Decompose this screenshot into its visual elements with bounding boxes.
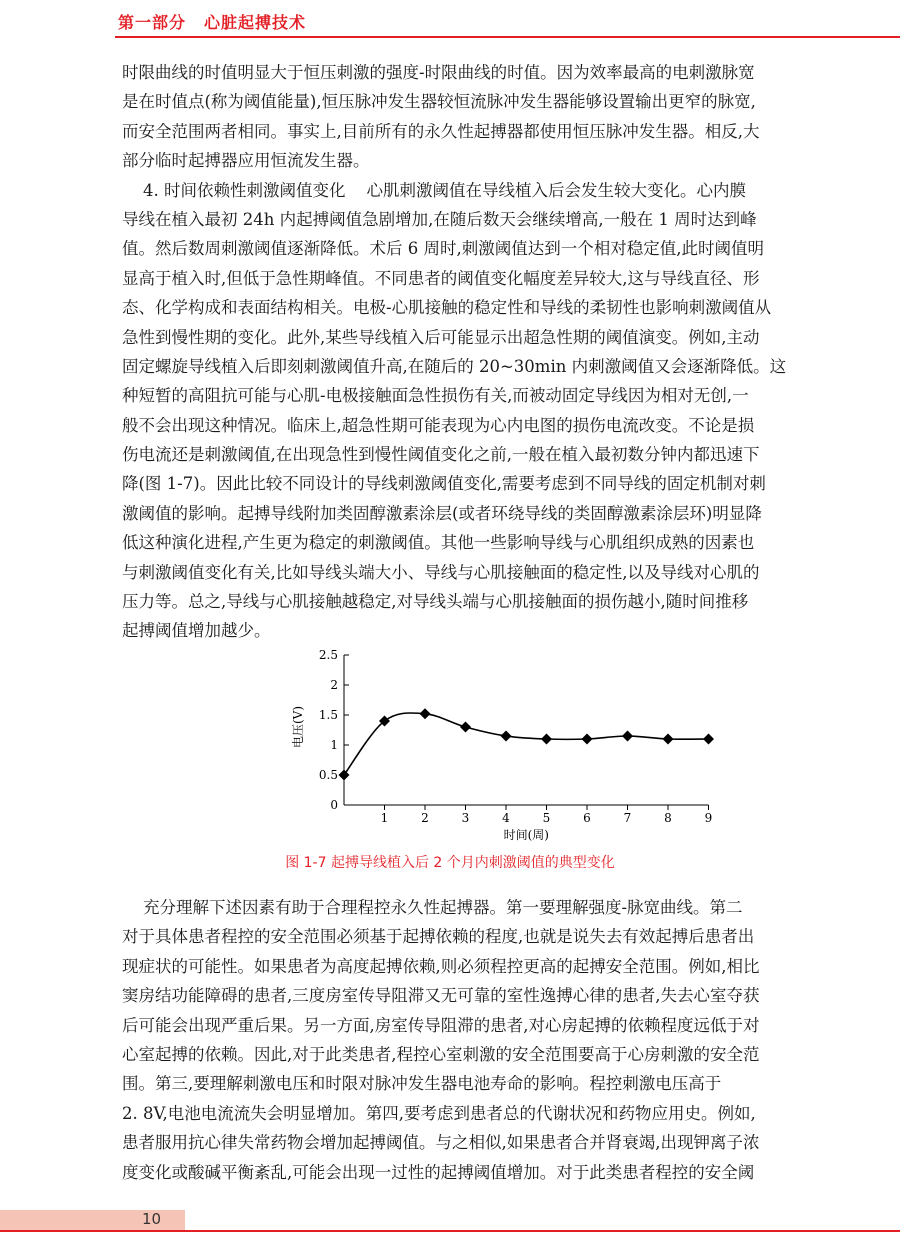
text-line: 态、化学构成和表面结构相关。电极-心肌接触的稳定性和导线的柔韧性也影响刺激阈值从 [122,298,772,318]
text-line: 低这种演化进程,产生更为稳定的刺激阈值。其他一些影响导线与心肌组织成熟的因素也 [122,533,755,553]
header-rule [115,36,900,38]
text-line: 窦房结功能障碍的患者,三度房室传导阻滞又无可靠的室性逸搏心律的患者,失去心室夺获 [122,986,760,1006]
x-tick-label: 8 [664,811,672,825]
figure-1-7 [280,640,740,850]
text-line: 时限曲线的时值明显大于恒压刺激的强度-时限曲线的时值。因为效率最高的电刺激脉宽 [122,63,755,82]
text-line: 激阈值的影响。起搏导线附加类固醇激素涂层(或者环绕导线的类固醇激素涂层环)明显降 [122,503,762,523]
text-line: 起搏阈值增加越少。 [122,621,271,641]
x-tick-label: 7 [623,811,632,825]
text-line: 种短暂的高阻抗可能与心肌-电极接触面急性损伤有关,而被动固定导线因为相对无创,一 [122,386,749,406]
text-line: 显高于植入时,但低于急性期峰值。不同患者的阈值变化幅度差异较大,这与导线直径、形 [122,268,760,288]
y-tick-label: 2.5 [318,648,338,662]
data-point [420,708,431,719]
y-axis-label: 电压(V) [291,705,305,749]
text-line: 与刺激阈值变化有关,比如导线头端大小、导线与心肌接触面的稳定性,以及导线对心肌的 [122,562,760,582]
text-line: 患者服用抗心律失常药物会增加起搏阈值。与之相似,如果患者合并肾衰竭,出现钾离子浓 [122,1133,760,1153]
text-line: 导线在植入最初 24h 内起搏阈值急剧增加,在随后数天会继续增高,一般在 1 周时达到峰 [122,209,757,229]
x-tick-label: 6 [583,811,591,825]
data-point [460,722,471,733]
text-line: 4. 时间依赖性刺激阈值变化 心肌刺激阈值在导线植入后会发生较大变化。心内膜 [122,180,746,200]
series-line [344,713,709,775]
header-chapter: 心脏起搏技术 [204,13,307,32]
text-line: 围。第三,要理解刺激电压和时限对脉冲发生器电池寿命的影响。程控刺激电压高于 [122,1074,722,1094]
data-point [663,734,674,745]
data-point [622,731,633,742]
text-line: 现症状的可能性。如果患者为高度起搏依赖,则必须程控更高的起搏安全范围。例如,相比 [122,956,760,976]
text-line: 急性到慢性期的变化。此外,某些导线植入后可能显示出超急性期的阈值演变。例如,主动 [122,327,760,347]
text-line: 值。然后数周刺激阈值逐渐降低。术后 6 周时,刺激阈值达到一个相对稳定值,此时阈值明 [122,239,764,259]
x-axis-label: 时间(周) [503,828,549,842]
text-line: 心室起搏的依赖。因此,对于此类患者,程控心室刺激的安全范围要高于心房刺激的安全范 [122,1044,760,1064]
y-tick-label: 0.5 [318,768,338,782]
text-line: 降(图 1-7)。因此比较不同设计的导线刺激阈值变化,需要考虑到不同导线的固定机制对刺 [122,474,766,494]
x-tick-label: 4 [502,811,510,825]
data-point [339,770,350,781]
data-point [501,731,512,742]
text-line: 而安全范围两者相同。事实上,目前所有的永久性起搏器都使用恒压脉冲发生器。相反,大 [122,121,760,141]
figure-caption: 图 1-7 起搏导线植入后 2 个月内刺激阈值的典型变化 [285,855,615,871]
footer-rule [0,1230,900,1232]
x-tick-label: 3 [461,811,470,825]
text-line: 度变化或酸碱平衡紊乱,可能会出现一过性的起搏阈值增加。对于此类患者程控的安全阈 [122,1162,755,1182]
body-text-top [122,58,888,646]
running-header [118,10,306,33]
text-line: 压力等。总之,导线与心肌接触越稳定,对导线头端与心肌接触面的损伤越小,随时间推移 [122,592,749,612]
text-line: 对于具体患者程控的安全范围必须基于起搏依赖的程度,也就是说失去有效起搏后患者出 [122,927,755,947]
x-tick-label: 5 [542,811,551,825]
data-point [582,734,593,745]
y-tick-label: 2 [330,678,338,692]
header-part: 第一部分 [118,13,187,32]
threshold-chart [280,640,740,850]
page-number: 10 [142,1210,162,1228]
text-line: 固定螺旋导线植入后即刻刺激阈值升高,在随后的 20~30min 内刺激阈值又会逐渐降低。这 [122,356,787,376]
x-tick-label: 1 [380,811,389,825]
text-line: 伤电流还是刺激阈值,在出现急性到慢性阈值变化之前,一般在植入最初数分钟内都迅速下 [122,445,760,465]
y-tick-label: 1.5 [318,708,338,722]
x-tick-label: 9 [704,811,713,825]
text-line: 2. 8V,电池电流流失会明显增加。第四,要考虑到患者总的代谢状况和药物应用史。例如, [122,1103,756,1123]
x-tick-label: 2 [421,811,429,825]
text-line: 后可能会出现严重后果。另一方面,房室传导阻滞的患者,对心房起搏的依赖程度远低于对 [122,1015,760,1035]
body-text-bottom [122,893,888,1187]
text-line: 般不会出现这种情况。临床上,超急性期可能表现为心内电图的损伤电流改变。不论是损 [122,415,755,435]
y-tick-label: 0 [330,798,338,812]
text-line: 充分理解下述因素有助于合理程控永久性起搏器。第一要理解强度-脉宽曲线。第二 [122,898,743,917]
text-line: 部分临时起搏器应用恒流发生器。 [122,151,370,171]
text-line: 是在时值点(称为阈值能量),恒压脉冲发生器较恒流脉冲发生器能够设置输出更窄的脉宽, [122,92,756,112]
data-point [703,734,714,745]
y-tick-label: 1 [330,738,338,752]
data-point [541,734,552,745]
